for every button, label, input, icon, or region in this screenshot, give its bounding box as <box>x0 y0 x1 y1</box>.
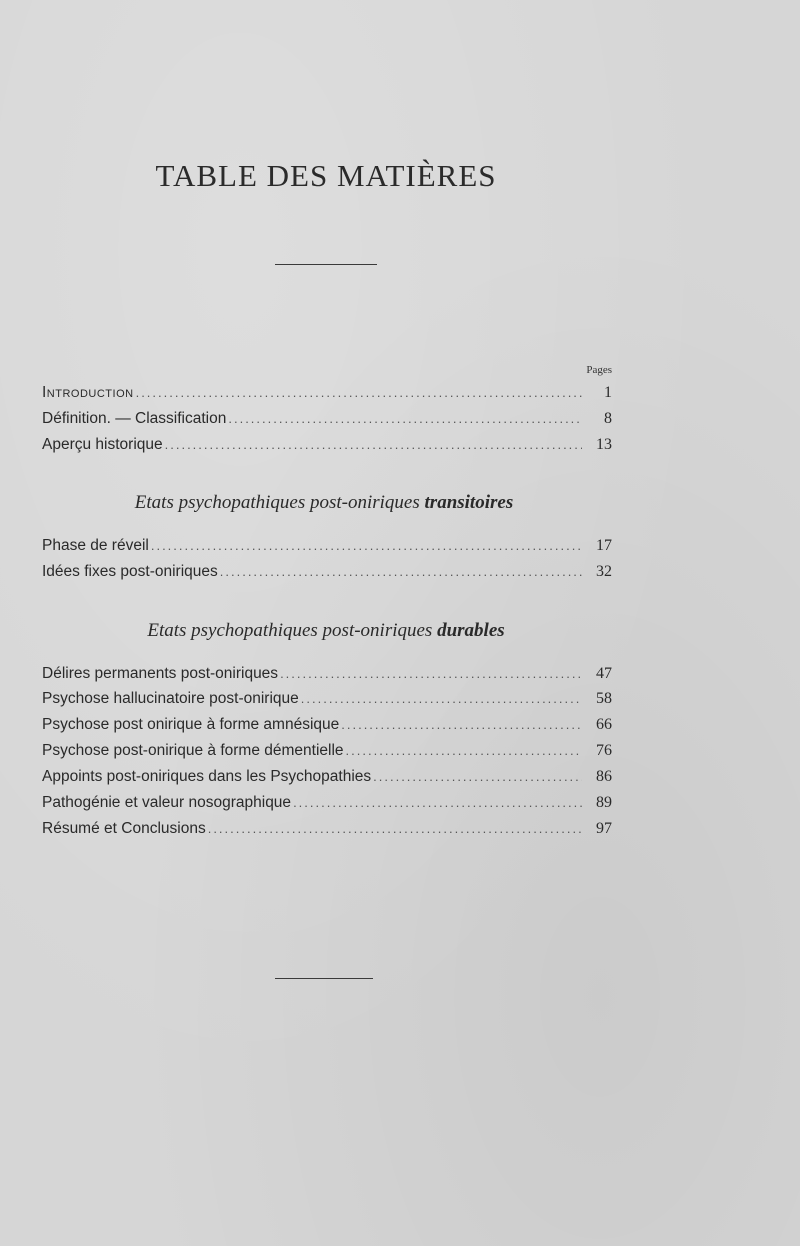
leader-dots <box>165 437 582 452</box>
leader-dots <box>301 691 582 706</box>
toc-entry-idees-fixes <box>42 563 612 585</box>
leader-dots <box>341 717 582 732</box>
section-heading-durables <box>0 620 652 642</box>
section-heading-text: Etats psychopathiques post-oniriques <box>134 492 425 513</box>
toc-entry-label: Psychose post onirique à forme amnésique <box>42 716 340 733</box>
toc-entry-label: Psychose post-onirique à forme démentielle <box>42 742 344 759</box>
toc-entry-psychose-hallucinatoire <box>42 690 612 712</box>
leader-dots <box>208 821 582 836</box>
leader-dots <box>280 666 582 681</box>
leader-dots <box>346 743 582 758</box>
toc-entry-apercu <box>42 436 612 458</box>
toc-entry-label: Phase de réveil <box>42 537 149 554</box>
toc-entry-label: Introduction <box>42 384 134 401</box>
top-divider <box>275 264 377 265</box>
toc-entry-pathogenie <box>42 794 612 816</box>
toc-entry-page: 66 <box>596 716 612 733</box>
section-heading-transitoires <box>0 492 650 514</box>
toc-entry-psychose-amnesique <box>42 716 612 738</box>
toc-entry-label: Aperçu historique <box>42 436 163 453</box>
leader-dots <box>293 795 582 810</box>
toc-entry-label: Psychose hallucinatoire post-onirique <box>42 690 299 707</box>
toc-entry-label: Délires permanents post-oniriques <box>42 665 279 682</box>
toc-entry-page: 76 <box>596 742 612 759</box>
toc-entry-page: 17 <box>596 537 612 554</box>
section-heading-text: Etats psychopathiques post-oniriques <box>147 620 438 641</box>
toc-entry-label: Appoints post-oniriques dans les Psychopathies <box>42 768 372 785</box>
toc-entry-label: Résumé et Conclusions <box>42 820 206 837</box>
toc-entry-page: 8 <box>604 410 612 427</box>
toc-entry-resume <box>42 820 612 842</box>
leader-dots <box>151 538 582 553</box>
bottom-divider <box>275 978 373 979</box>
page-title: TABLE DES MATIÈRES <box>155 158 497 193</box>
toc-entry-page: 32 <box>596 563 612 580</box>
toc-entry-introduction <box>42 384 612 406</box>
leader-dots <box>220 564 582 579</box>
toc-entry-delires <box>42 665 612 687</box>
toc-entry-label: Définition. — Classification <box>42 410 227 427</box>
section-heading-emphasis: durables <box>437 620 505 641</box>
leader-dots <box>228 411 582 426</box>
toc-entry-page: 86 <box>596 768 612 785</box>
toc-entry-page: 89 <box>596 794 612 811</box>
toc-entry-page: 97 <box>596 820 612 837</box>
toc-entry-phase-reveil <box>42 537 612 559</box>
toc-entry-label: Idées fixes post-oniriques <box>42 563 218 580</box>
toc-entry-page: 1 <box>604 384 612 401</box>
section-heading-emphasis: transitoires <box>424 492 514 513</box>
toc-entry-page: 47 <box>596 665 612 682</box>
toc-entry-page: 13 <box>596 436 612 453</box>
toc-entry-appoints <box>42 768 612 790</box>
toc-entry-definition <box>42 410 612 432</box>
leader-dots <box>373 769 582 784</box>
toc-entry-page: 58 <box>596 690 612 707</box>
leader-dots <box>136 385 582 400</box>
toc-entry-psychose-dementielle <box>42 742 612 764</box>
toc-entry-label: Pathogénie et valeur nosographique <box>42 794 292 811</box>
pages-column-label: Pages <box>586 364 612 376</box>
